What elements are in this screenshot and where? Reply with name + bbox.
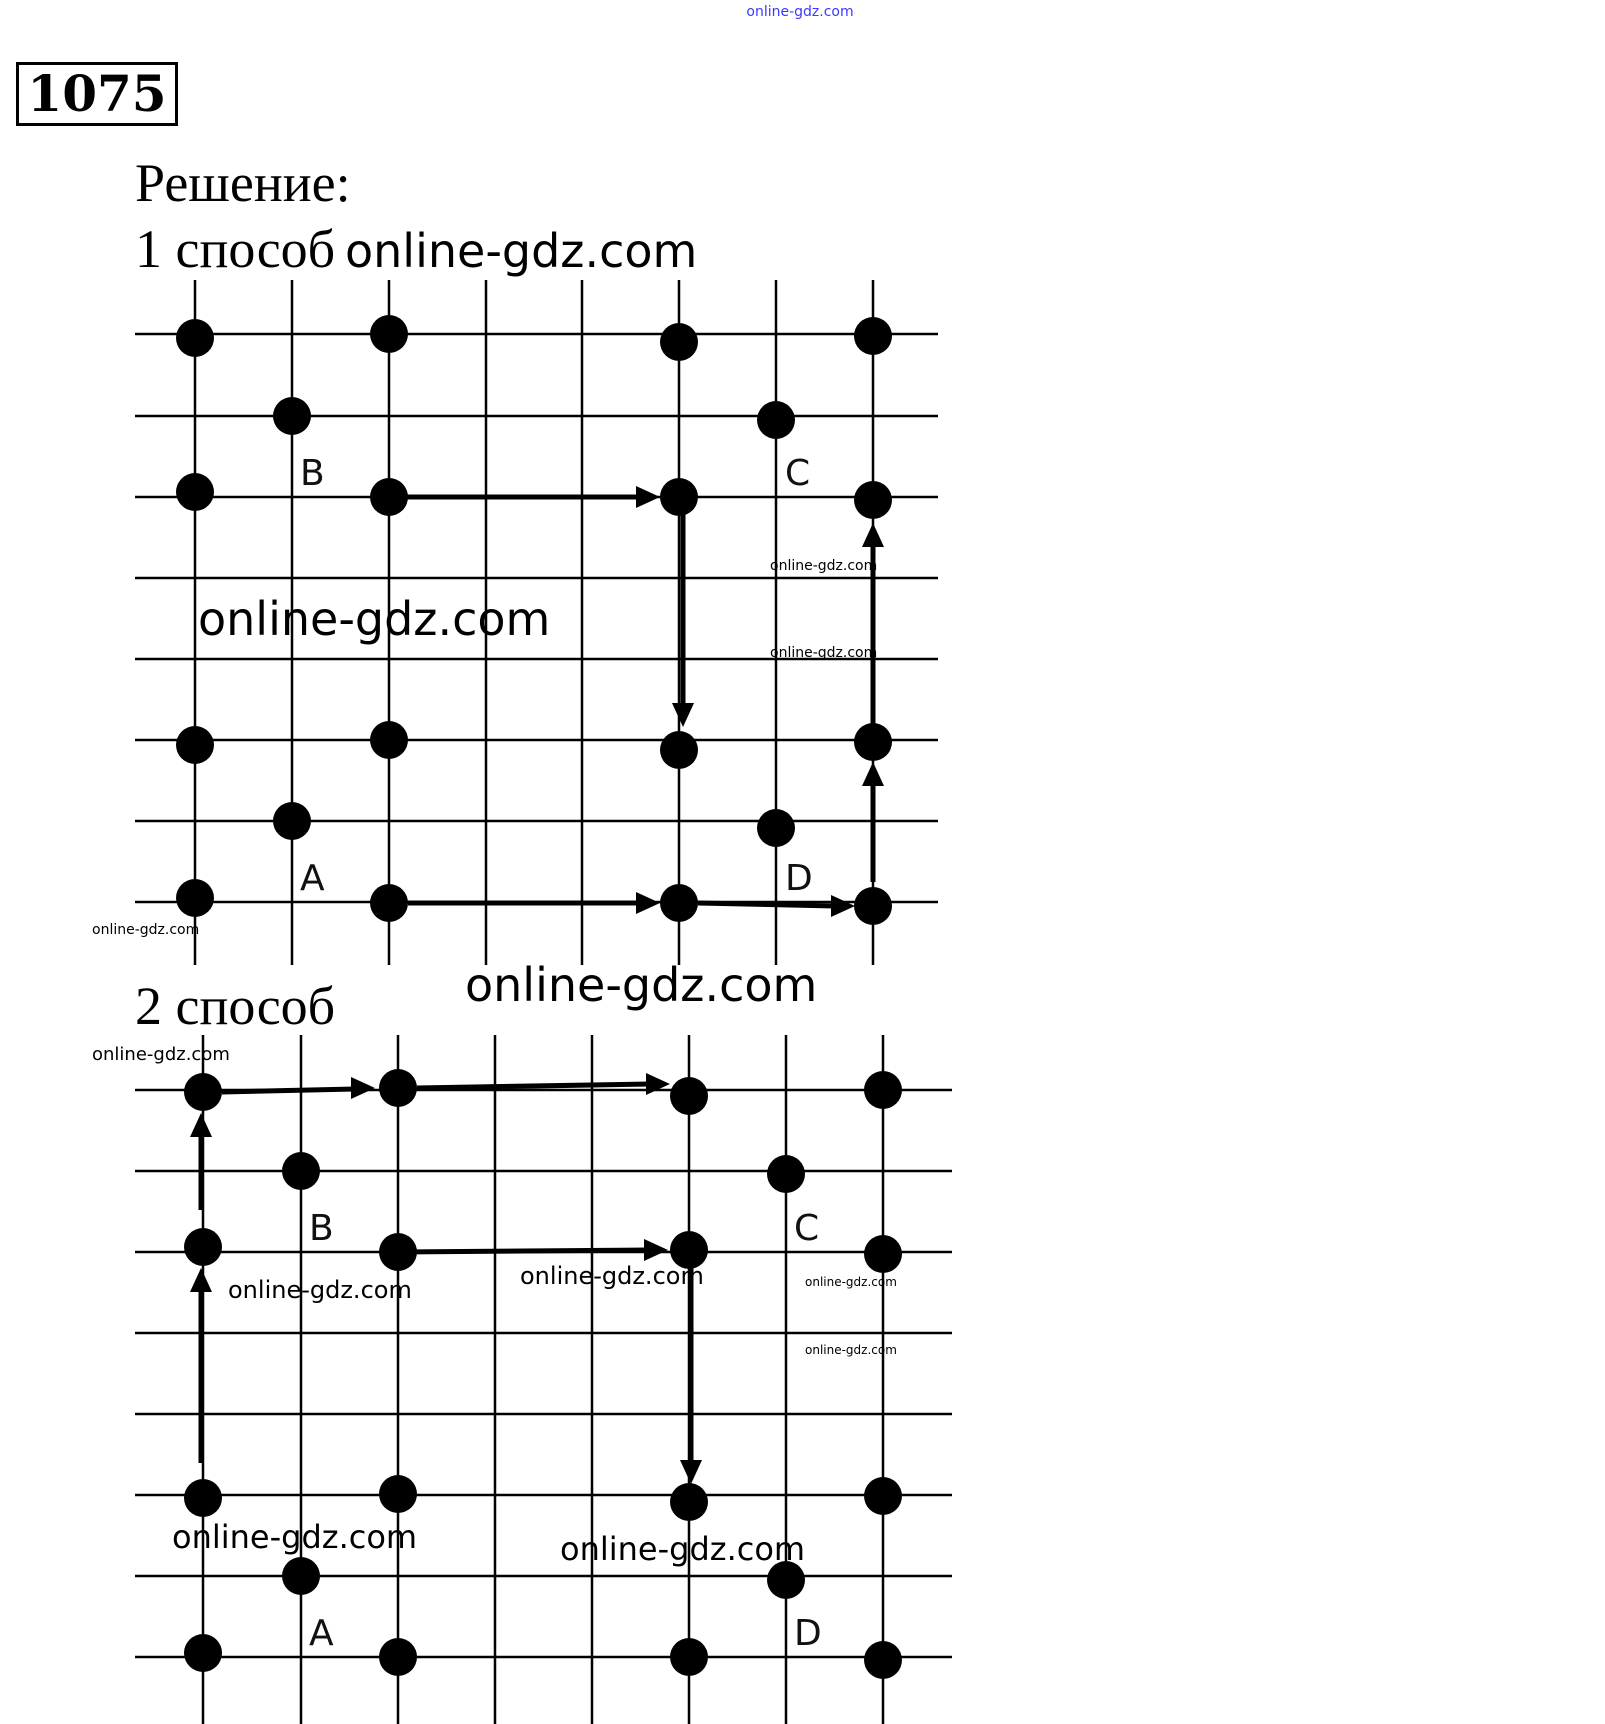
task-number: 1075	[16, 62, 178, 126]
node	[379, 1069, 417, 1107]
grid-nodes-2	[184, 1069, 902, 1679]
node	[184, 1228, 222, 1266]
node	[864, 1477, 902, 1515]
point-label-b: B	[309, 1208, 334, 1249]
arrow-right	[398, 1250, 648, 1252]
watermark-11: online-gdz.com	[805, 1343, 897, 1357]
point-label-d: D	[794, 1613, 822, 1654]
point-label-b: B	[300, 453, 325, 494]
arrow-right	[222, 1089, 355, 1092]
watermark-5: online-gdz.com	[92, 922, 200, 938]
node	[767, 1155, 805, 1193]
node	[184, 1479, 222, 1517]
point-label-c: C	[785, 453, 811, 494]
arrowhead	[680, 1460, 702, 1484]
watermark-9: online-gdz.com	[520, 1262, 704, 1290]
method-2-label: 2 способ	[135, 976, 336, 1036]
arrowhead	[351, 1077, 375, 1099]
node	[379, 1475, 417, 1513]
watermark-3: online-gdz.com	[198, 592, 551, 646]
node	[864, 1071, 902, 1109]
node	[282, 1557, 320, 1595]
node	[184, 1073, 222, 1111]
node	[670, 1077, 708, 1115]
point-label-d: D	[785, 858, 813, 899]
watermark-8: online-gdz.com	[228, 1276, 412, 1304]
method-1-label: 1 способ	[135, 219, 336, 279]
watermark-6: online-gdz.com	[465, 958, 818, 1012]
arrowhead	[190, 1268, 212, 1292]
node	[864, 1235, 902, 1273]
point-label-a: A	[309, 1613, 334, 1654]
arrowhead	[644, 1239, 668, 1261]
site-header-link[interactable]: online-gdz.com	[746, 4, 854, 20]
node	[184, 1634, 222, 1672]
arrow-right	[417, 1084, 650, 1088]
point-label-c: C	[794, 1208, 820, 1249]
node	[379, 1638, 417, 1676]
watermark-4: online-gdz.com	[770, 645, 878, 661]
watermark-12: online-gdz.com	[172, 1518, 418, 1556]
point-label-a: A	[300, 858, 325, 899]
node	[670, 1638, 708, 1676]
solution-title: Решение:	[135, 153, 351, 213]
watermark-13: online-gdz.com	[560, 1530, 806, 1568]
arrowhead	[646, 1073, 670, 1095]
watermark-7: online-gdz.com	[92, 1044, 230, 1065]
watermark-2: online-gdz.com	[770, 558, 878, 574]
node	[282, 1152, 320, 1190]
node	[670, 1483, 708, 1521]
watermark-1: online-gdz.com	[345, 224, 698, 278]
arrowhead	[190, 1113, 212, 1137]
watermark-10: online-gdz.com	[805, 1275, 897, 1289]
node	[864, 1641, 902, 1679]
grid-lines-2	[135, 1035, 952, 1724]
